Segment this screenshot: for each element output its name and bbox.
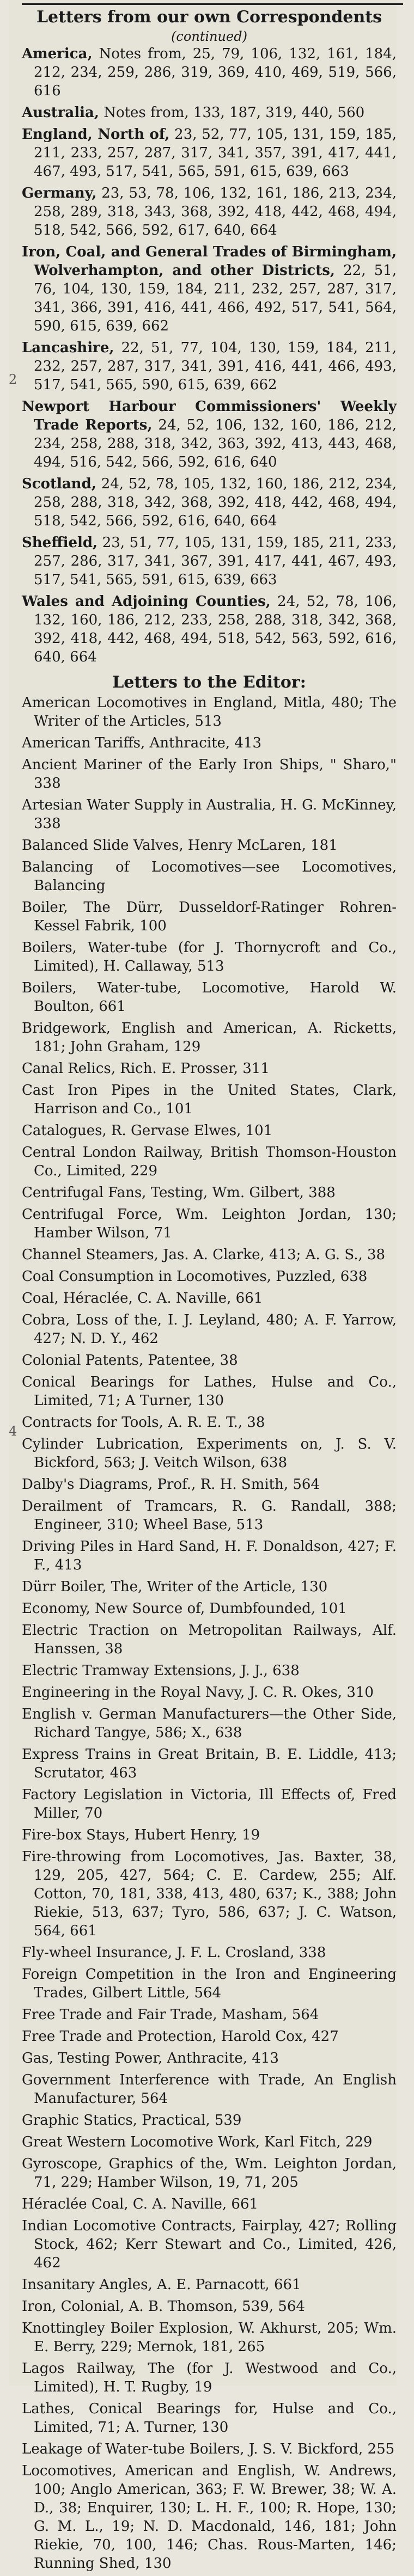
letter-entry: Locomotives, American and English, W. Andrews, 100; Anglo American, 363; F. W. Brewer, 38; W. A. D., 38; Enquirer, 130; L. H. F., 100; R. Hope, 130; G. M. L., 19; N. D. Macdonald, 146, 181; John Riekie, 70, 100, 146; Chas. Rous-Marten, 146; Running Shed, 130 xyxy=(22,2463,397,2572)
letter-entry: Insanitary Angles, A. E. Parnacott, 661 xyxy=(22,2277,301,2293)
letter-entry: Conical Bearings for Lathes, Hulse and Co., Limited, 71; A Turner, 130 xyxy=(22,1374,397,1409)
letter-entry: Free Trade and Protection, Harold Cox, 427 xyxy=(22,2028,339,2045)
entry-pages: Notes from, 25, 79, 106, 132, 161, 184, 212, 234, 259, 286, 319, 369, 410, 469, 519, 566, 616 xyxy=(34,46,397,99)
letter-entry: Héraclée Coal, C. A. Naville, 661 xyxy=(22,2196,259,2212)
letter-entry: Dalby's Diagrams, Prof., R. H. Smith, 564 xyxy=(22,1476,320,1493)
continued-label: (continued) xyxy=(171,29,247,44)
letter-entry: Dürr Boiler, The, Writer of the Article, 130 xyxy=(22,1579,328,1595)
letter-entry: English v. German Manufacturers—the Other Side, Richard Tangye, 586; X., 638 xyxy=(22,1706,397,1741)
entry-heading: Lancashire, xyxy=(22,340,114,356)
entry-pages: 23, 52, 77, 105, 131, 159, 185, 211, 233, 257, 287, 317, 341, 357, 391, 417, 441, 467, 493, 517, 541, 565, 591, 615, 639, 663 xyxy=(34,126,397,180)
letter-entry: Gyroscope, Graphics of the, Wm. Leighton Jordan, 71, 229; Hamber Wilson, 19, 71, 205 xyxy=(22,2156,397,2191)
index-entry xyxy=(22,592,397,666)
letter-entry: Boilers, Water-tube (for J. Thornycroft and Co., Limited), H. Callaway, 513 xyxy=(22,940,397,974)
letter-entry: Centrifugal Fans, Testing, Wm. Gilbert, 388 xyxy=(22,1185,336,1201)
letter-entry: Indian Locomotive Contracts, Fairplay, 427; Rolling Stock, 462; Kerr Stewart and Co., Limited, 426, 462 xyxy=(22,2218,397,2271)
entry-pages: 24, 52, 106, 132, 160, 186, 212, 234, 258, 288, 318, 342, 363, 392, 413, 443, 468, 494, 516, 542, 566, 592, 616, 640 xyxy=(34,417,397,470)
letter-entry: Fly-wheel Insurance, J. F. L. Crosland, 338 xyxy=(22,1945,326,1961)
margin-mark: 4 xyxy=(9,1424,17,1439)
index-entry xyxy=(22,397,397,471)
letter-entry: Central London Railway, British Thomson-Houston Co., Limited, 229 xyxy=(22,1144,397,1179)
letter-entry: American Tariffs, Anthracite, 413 xyxy=(22,735,262,751)
letter-entry: Engineering in the Royal Navy, J. C. R. Okes, 310 xyxy=(22,1684,374,1701)
letter-entry: Leakage of Water-tube Boilers, J. S. V. Bickford, 255 xyxy=(22,2441,395,2457)
letters-list xyxy=(22,694,397,2573)
entry-heading: Iron, Coal, and General Trades of Birmingham, Wolverhampton, and other Districts, xyxy=(22,244,397,279)
top-rule xyxy=(22,3,403,5)
entry-pages: Notes from, 133, 187, 319, 440, 560 xyxy=(104,105,365,121)
letter-entry: Driving Piles in Hard Sand, H. F. Donaldson, 427; F. F., 413 xyxy=(22,1538,397,1573)
index-entry xyxy=(22,339,397,394)
index-entry xyxy=(22,475,397,530)
letter-entry: Boilers, Water-tube, Locomotive, Harold W. Boulton, 661 xyxy=(22,980,397,1015)
letter-entry: Balancing of Locomotives—see Locomotives, Balancing xyxy=(22,859,397,894)
letter-entry: Free Trade and Fair Trade, Masham, 564 xyxy=(22,2007,319,2023)
index-column xyxy=(22,7,397,2576)
section-title: Letters from our own Correspondents xyxy=(36,8,382,27)
entry-heading: Newport Harbour Commissioners' Weekly Trade Reports, xyxy=(22,398,397,433)
letter-entry: Fire-throwing from Locomotives, Jas. Baxter, 38, 129, 205, 427, 564; C. E. Cardew, 255; Alf. Cotton, 70, 181, 338, 413, 480, 637; K., 388; John Riekie, 513, 637; Tyro, 586, 637; J. C. Watson, 564, 661 xyxy=(22,1849,397,1939)
index-entry xyxy=(22,45,397,100)
entry-heading: England, North of, xyxy=(22,126,170,143)
letter-entry: Canal Relics, Rich. E. Prosser, 311 xyxy=(22,1060,270,1077)
letter-entry: Fire-box Stays, Hubert Henry, 19 xyxy=(22,1827,260,1843)
entry-heading: Sheffield, xyxy=(22,535,98,551)
letter-entry: Government Interference with Trade, An English Manufacturer, 564 xyxy=(22,2072,397,2107)
index-page xyxy=(9,0,397,2572)
letter-entry: Cobra, Loss of the, I. J. Leyland, 480; A. F. Yarrow, 427; N. D. Y., 462 xyxy=(22,1312,397,1347)
letter-entry: Electric Traction on Metropolitan Railways, Alf. Hanssen, 38 xyxy=(22,1622,397,1657)
section-title: Letters to the Editor: xyxy=(112,673,306,692)
letter-entry: Graphic Statics, Practical, 539 xyxy=(22,2112,242,2129)
letter-entry: Express Trains in Great Britain, B. E. Liddle, 413; Scrutator, 463 xyxy=(22,1746,397,1781)
letter-entry: Derailment of Tramcars, R. G. Randall, 388; Engineer, 310; Wheel Base, 513 xyxy=(22,1498,397,1533)
letter-entry: Electric Tramway Extensions, J. J., 638 xyxy=(22,1663,300,1679)
letter-entry: Ancient Mariner of the Early Iron Ships, " Sharo," 338 xyxy=(22,757,397,792)
entry-pages: 22, 51, 76, 104, 130, 159, 184, 211, 232, 257, 287, 317, 341, 366, 391, 416, 441, 466, 492, 517, 541, 564, 590, 615, 639, 662 xyxy=(34,262,397,334)
letter-entry: Contracts for Tools, A. R. E. T., 38 xyxy=(22,1414,265,1431)
letter-entry: Boiler, The Dürr, Dusseldorf-Ratinger Rohren-Kessel Fabrik, 100 xyxy=(22,899,397,934)
letter-entry: Centrifugal Force, Wm. Leighton Jordan, 130; Hamber Wilson, 71 xyxy=(22,1206,397,1241)
index-entry xyxy=(22,533,397,589)
index-entry xyxy=(22,243,397,335)
letter-entry: Cast Iron Pipes in the United States, Clark, Harrison and Co., 101 xyxy=(22,1082,397,1117)
entry-heading: America, xyxy=(22,46,93,62)
letter-entry: Knottingley Boiler Explosion, W. Akhurst, 205; Wm. E. Berry, 229; Mernok, 181, 265 xyxy=(22,2320,397,2355)
letter-entry: American Locomotives in England, Mitla, 480; The Writer of the Articles, 513 xyxy=(22,695,397,729)
letter-entry: Colonial Patents, Patentee, 38 xyxy=(22,1352,238,1369)
letter-entry: Factory Legislation in Victoria, Ill Effects of, Fred Miller, 70 xyxy=(22,1787,397,1821)
letter-entry: Coal, Héraclée, C. A. Naville, 661 xyxy=(22,1290,263,1307)
margin-mark: 2 xyxy=(9,372,17,387)
entry-pages: 23, 51, 77, 105, 131, 159, 185, 211, 233, 257, 286, 317, 341, 367, 391, 417, 441, 467, 493, 517, 541, 565, 591, 615, 639, 663 xyxy=(34,535,397,588)
correspondents-list xyxy=(22,45,397,666)
letter-entry: Catalogues, R. Gervase Elwes, 101 xyxy=(22,1123,273,1139)
letter-entry: Cylinder Lubrication, Experiments on, J. S. V. Bickford, 563; J. Veitch Wilson, 638 xyxy=(22,1436,397,1471)
entry-pages: 24, 52, 78, 106, 132, 160, 186, 212, 233, 258, 288, 318, 342, 368, 392, 418, 442, 468, 494, 518, 542, 563, 592, 616, 640, 664 xyxy=(34,593,397,665)
entry-pages: 22, 51, 77, 104, 130, 159, 184, 211, 232, 257, 287, 317, 341, 391, 416, 441, 466, 493, 517, 541, 565, 590, 615, 639, 662 xyxy=(34,340,397,393)
letter-entry: Coal Consumption in Locomotives, Puzzled, 638 xyxy=(22,1268,368,1285)
letter-entry: Lathes, Conical Bearings for, Hulse and Co., Limited, 71; A. Turner, 130 xyxy=(22,2401,397,2436)
entry-heading: Germany, xyxy=(22,185,97,201)
index-entry xyxy=(22,103,397,122)
letter-entry: Gas, Testing Power, Anthracite, 413 xyxy=(22,2050,279,2066)
index-entry xyxy=(22,125,397,181)
letter-entry: Lagos Railway, The (for J. Westwood and Co., Limited), H. T. Rugby, 19 xyxy=(22,2360,397,2395)
letter-entry: Foreign Competition in the Iron and Engineering Trades, Gilbert Little, 564 xyxy=(22,1966,397,2001)
index-entry xyxy=(22,184,397,240)
letter-entry: Channel Steamers, Jas. A. Clarke, 413; A. G. S., 38 xyxy=(22,1247,386,1263)
letter-entry: Balanced Slide Valves, Henry McLaren, 181 xyxy=(22,837,338,854)
letter-entry: Great Western Locomotive Work, Karl Fitch, 229 xyxy=(22,2134,373,2150)
entry-heading: Australia, xyxy=(22,105,99,121)
letter-entry: Economy, New Source of, Dumbfounded, 101 xyxy=(22,1600,347,1617)
entry-pages: 23, 53, 78, 106, 132, 161, 186, 213, 234, 258, 289, 318, 343, 368, 392, 418, 442, 468, 494, 518, 542, 566, 592, 617, 640, 664 xyxy=(34,185,397,238)
letter-entry: Artesian Water Supply in Australia, H. G. McKinney, 338 xyxy=(22,797,397,832)
letter-entry: Bridgework, English and American, A. Ricketts, 181; John Graham, 129 xyxy=(22,1020,397,1055)
letter-entry: Iron, Colonial, A. B. Thomson, 539, 564 xyxy=(22,2298,305,2315)
entry-heading: Scotland, xyxy=(22,476,96,492)
entry-pages: 24, 52, 78, 105, 132, 160, 186, 212, 234, 258, 288, 318, 342, 368, 392, 418, 442, 468, 494, 518, 542, 566, 592, 616, 640, 664 xyxy=(34,476,397,529)
entry-heading: Wales and Adjoining Counties, xyxy=(22,593,271,610)
